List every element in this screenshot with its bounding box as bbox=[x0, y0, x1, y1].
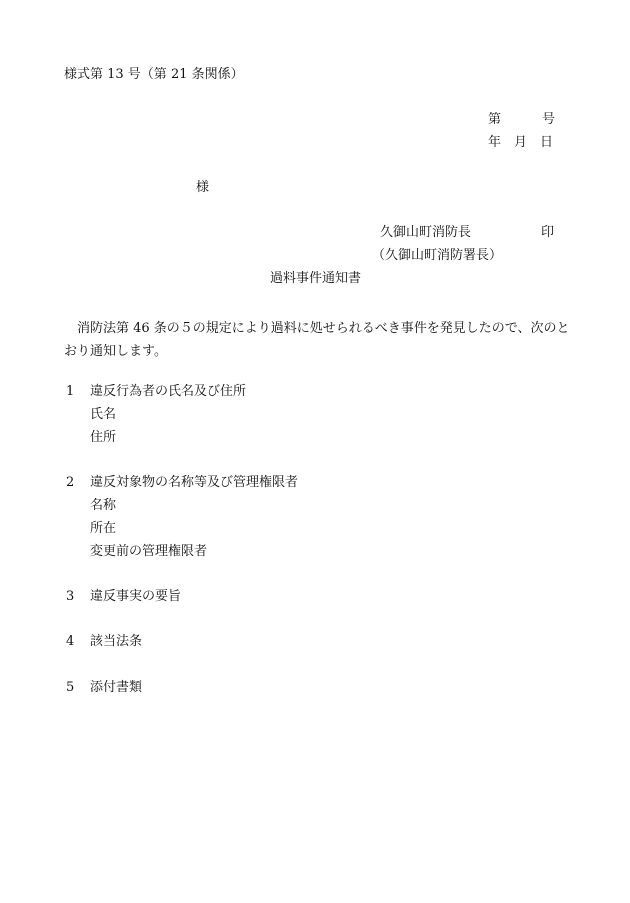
document-title: 過料事件通知書 bbox=[270, 271, 362, 286]
date-day: 日 bbox=[540, 135, 554, 150]
document-number-prefix: 第 bbox=[488, 112, 502, 127]
section-title: 違反対象物の名称等及び管理権限者 bbox=[90, 475, 299, 490]
section-title: 違反事実の要旨 bbox=[90, 589, 182, 604]
body-text: 消防法第 46 条の５の規定により過料に処せられるべき事件を発見したので、次のとおり通知します。 bbox=[64, 321, 570, 359]
recipient-suffix: 様 bbox=[196, 180, 210, 195]
date-month: 月 bbox=[514, 135, 528, 150]
section-title: 該当法条 bbox=[90, 634, 143, 649]
date-year: 年 bbox=[488, 135, 502, 150]
section-number: 3 bbox=[66, 589, 75, 604]
section-number: 1 bbox=[66, 384, 75, 399]
document-number-suffix: 号 bbox=[542, 112, 556, 127]
sender-title: 久御山町消防長 bbox=[380, 225, 472, 240]
section-item: 名称 bbox=[90, 498, 117, 513]
form-identifier: 様式第 13 号（第 21 条関係） bbox=[64, 67, 244, 82]
seal-mark: 印 bbox=[541, 225, 555, 240]
section-title: 違反行為者の氏名及び住所 bbox=[90, 384, 247, 399]
section-item: 氏名 bbox=[90, 407, 117, 422]
section-item: 所在 bbox=[90, 521, 117, 536]
section-number: 5 bbox=[66, 680, 75, 695]
document-date bbox=[488, 136, 553, 149]
document-number bbox=[488, 113, 555, 126]
section-item: 変更前の管理権限者 bbox=[90, 544, 208, 559]
section-number: 4 bbox=[66, 634, 75, 649]
section-number: 2 bbox=[66, 475, 75, 490]
section-item: 住所 bbox=[90, 430, 117, 445]
section-title: 添付書類 bbox=[90, 680, 143, 695]
sender-alt-title: （久御山町消防署長） bbox=[372, 248, 503, 263]
